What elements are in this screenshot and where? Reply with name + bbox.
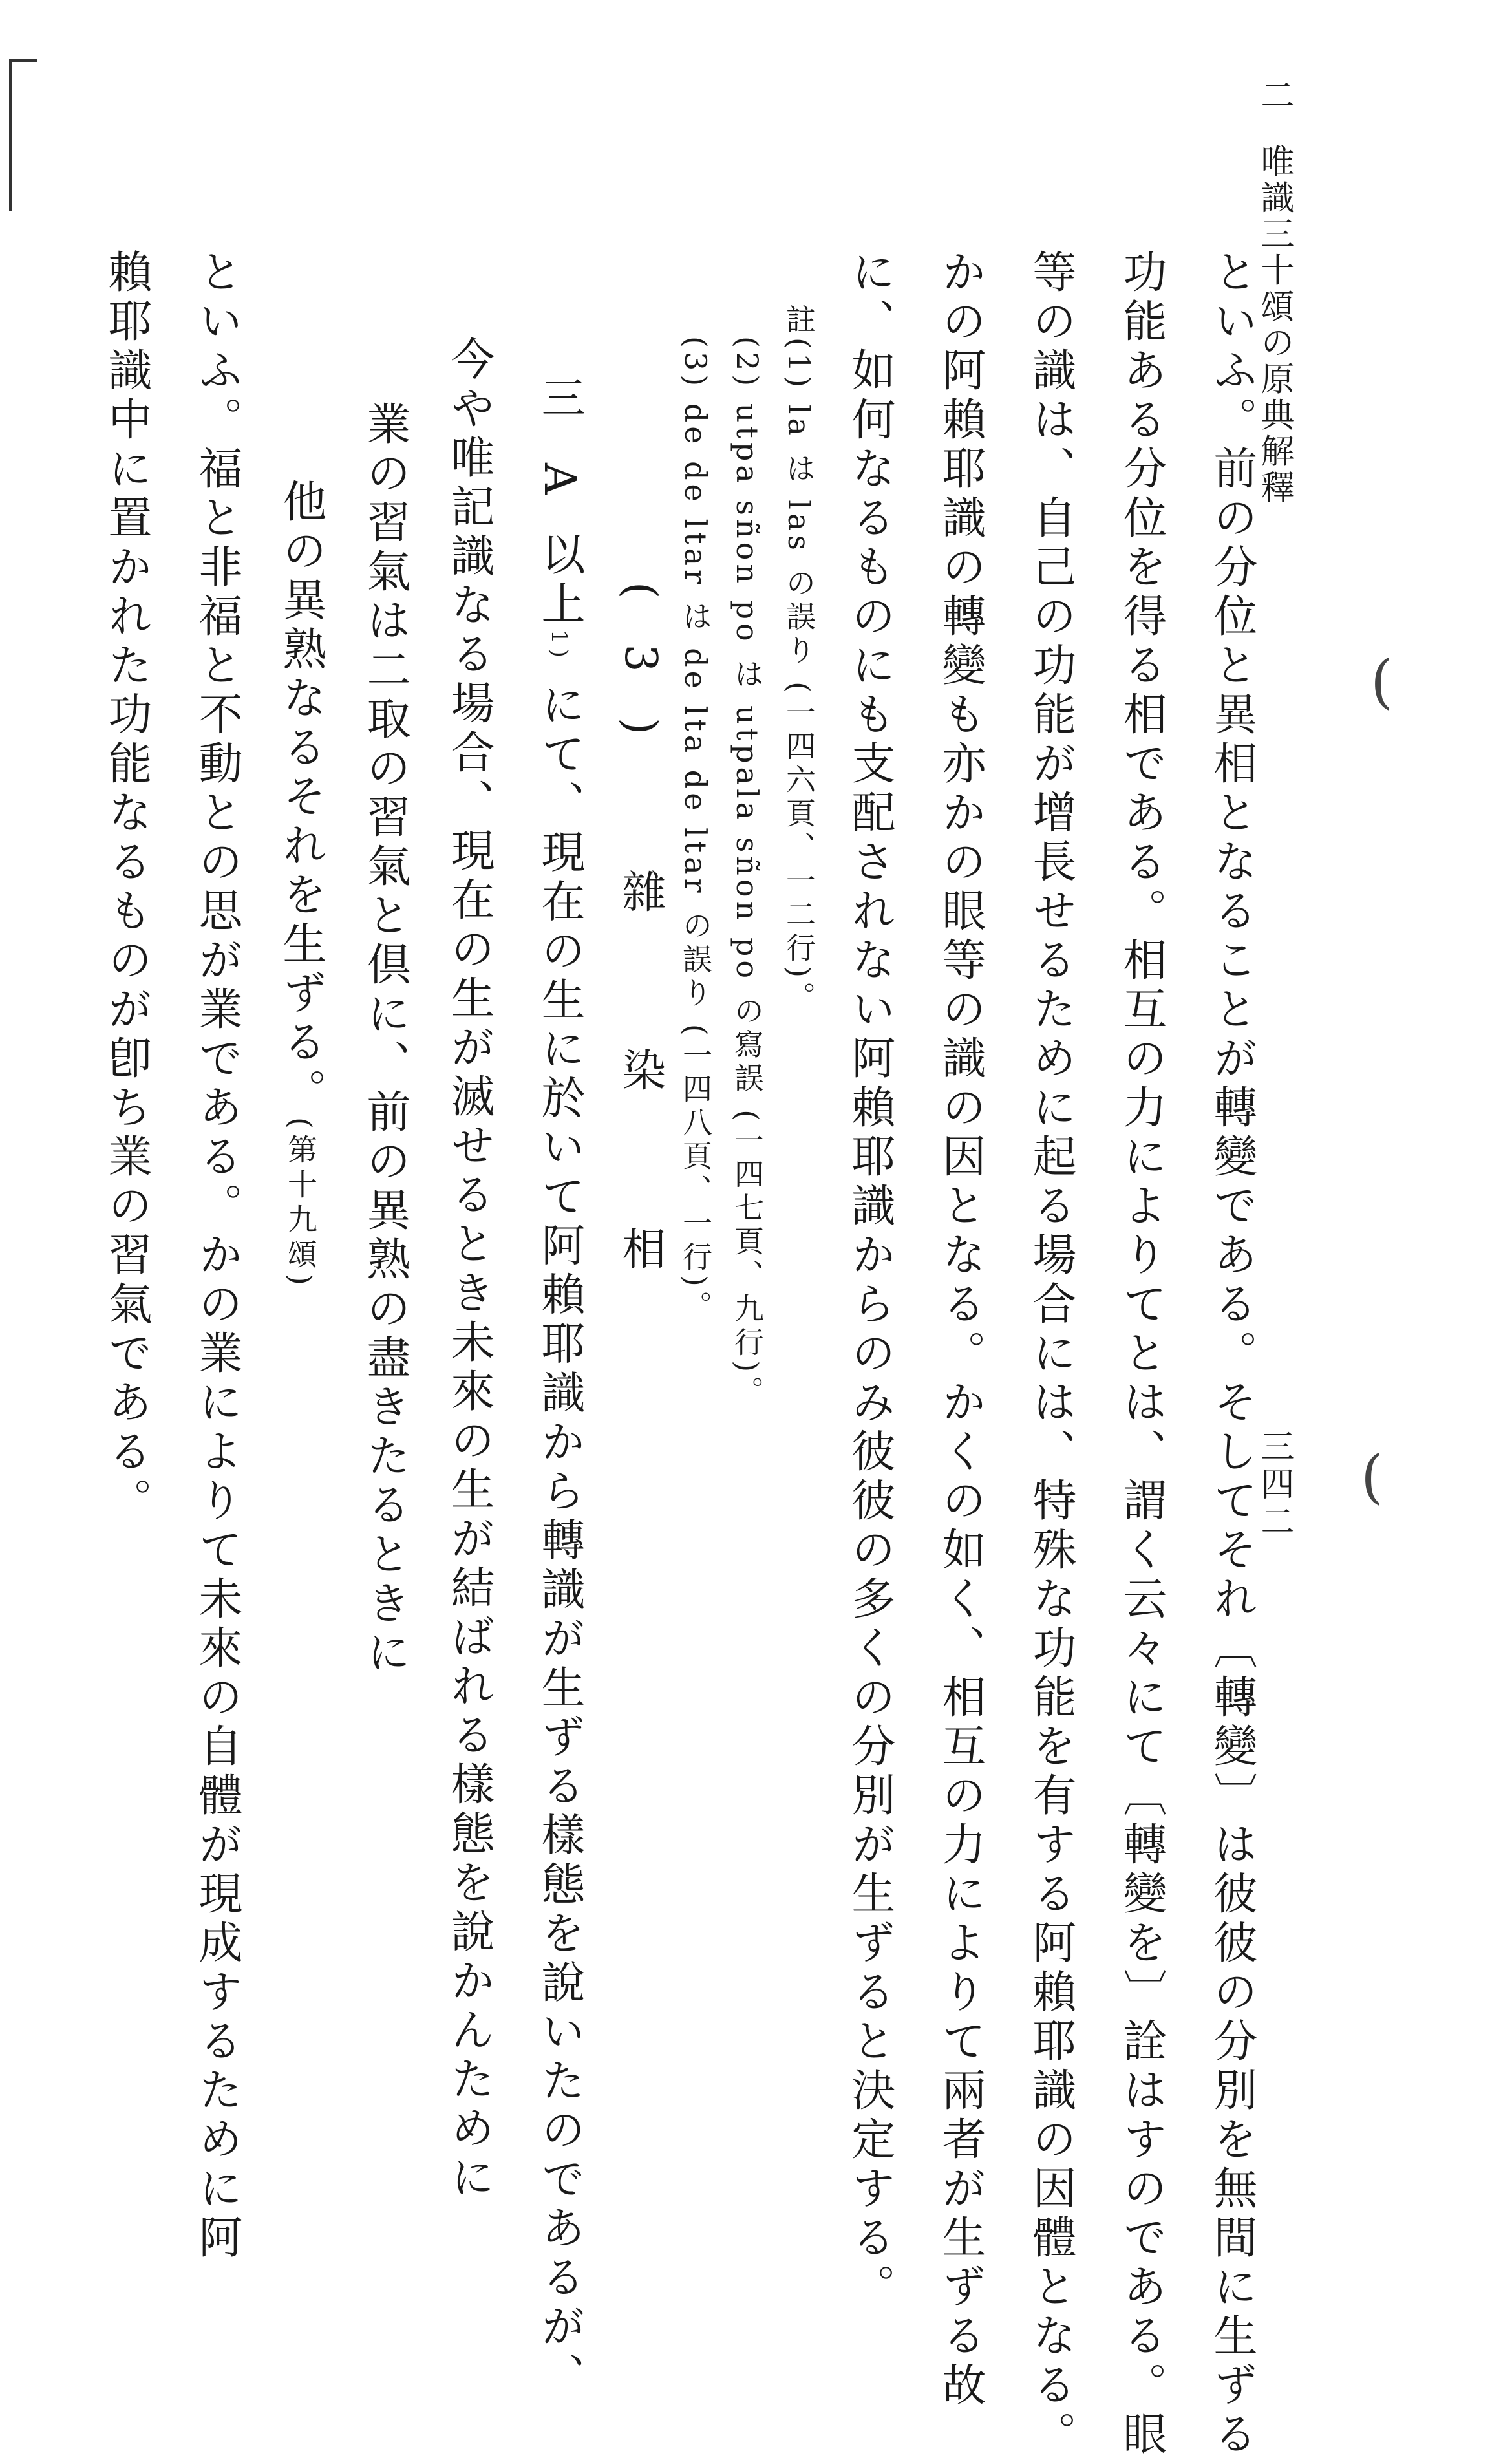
margin-paren-mark: ( xyxy=(1361,1443,1384,1511)
header-title: 唯識三十頌の原典解釋 xyxy=(1255,144,1294,506)
section-text-rest: にて、現在の生に於いて阿賴耶識から轉識が生ずる樣態を說いたのであるが、 xyxy=(534,681,585,2402)
footnote-text: de de ltar は de lta de ltar の誤り (一四八頁、一行)。 xyxy=(678,403,713,1324)
paragraph-line: 等の識は、自己の功能が增長せるために起る場合には、特殊な功能を有する阿賴耶識の因體となる。 xyxy=(1025,249,1076,2460)
footnote xyxy=(784,304,814,1015)
page-number: 三四二 xyxy=(1255,1429,1294,1541)
section-sub-label: A xyxy=(534,462,585,500)
footnote xyxy=(730,336,765,1410)
footnote-label: 註(1) xyxy=(782,304,816,392)
verse-line xyxy=(275,478,326,1290)
corner-bracket-mark xyxy=(9,59,37,211)
margin-paren-mark: ( xyxy=(1370,648,1394,716)
section-line xyxy=(534,375,585,2402)
paragraph-line: 賴耶識中に置かれた功能なるものが卽ち業の習氣である。 xyxy=(101,249,152,1526)
section-heading: (3) 雜 染 相 xyxy=(615,582,666,1316)
paragraph-line: かの阿賴耶識の轉變も亦かの眼等の識の因となる。かくの如く、相互の力によりて兩者が生ずる故 xyxy=(935,249,986,2411)
footnote-label: (3) xyxy=(678,336,713,390)
section-number: 三 xyxy=(534,375,585,424)
footnote-label: (2) xyxy=(730,336,765,390)
footnote-ref: 1) xyxy=(546,630,572,663)
paragraph-line: に、如何なるものにも支配されない阿賴耶識からのみ彼彼の多くの分別が生ずると決定する。 xyxy=(844,249,895,2313)
running-header xyxy=(1250,78,1299,506)
section-line: 今や唯記識なる場合、現在の生が滅せるとき未來の生が結ばれる樣態を說かんために xyxy=(443,336,495,2203)
section-text-start: 以上 xyxy=(534,531,585,630)
paragraph-line: といふ。福と非福と不動との思が業である。かの業によりて未來の自體が現成するために阿 xyxy=(191,249,242,2263)
verse-citation: (第十九頌) xyxy=(283,1117,318,1290)
footnote-text: utpa sñon po は utpala sñon po の寫誤 (一四七頁、九行)。 xyxy=(730,403,765,1410)
paragraph-line: といふ。前の分位と異相となることが轉變である。そしてそれ〔轉變〕は彼彼の分別を無間に生ずる xyxy=(1206,249,1257,2460)
verse-text: 他の異熟なるそれを生ずる。 xyxy=(275,478,326,1117)
header-section-number: 二 xyxy=(1255,78,1294,114)
verse-line: 業の習氣は二取の習氣と倶に、前の異熟の盡きたるときに xyxy=(359,401,410,1678)
paragraph-line: 功能ある分位を得る相である。相互の力によりてとは、謂く云々にて〔轉變を〕詮はすのである。眼 xyxy=(1116,249,1167,2460)
footnote xyxy=(678,336,713,1324)
section-text xyxy=(534,531,585,2402)
footnote-text: la は las の誤り (一四六頁、一二行)。 xyxy=(782,404,816,1016)
